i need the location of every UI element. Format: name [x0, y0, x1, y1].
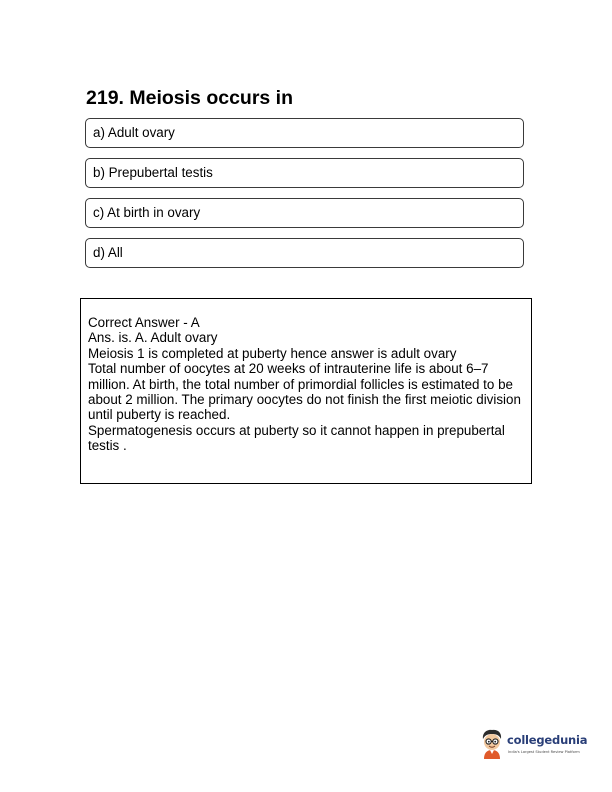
option-c[interactable]: c) At birth in ovary [85, 198, 524, 228]
question-title: 219. Meiosis occurs in [86, 87, 294, 109]
logo-wordmark: collegedunia [507, 733, 588, 747]
collegedunia-logo [480, 728, 586, 762]
option-d[interactable]: d) All [85, 238, 524, 268]
explanation-line: Meiosis 1 is completed at puberty hence answer is adult ovary [88, 345, 457, 361]
answer-summary-line: Ans. is. A. Adult ovary [88, 330, 218, 346]
explanation-paragraph: Total number of oocytes at 20 weeks of intrauterine life is about 6–7 million. At birth, the total number of primordial follicles is estimated to be about 2 million. The primary oocytes do not finish the first meiotic division until puberty is reached. [88, 361, 521, 423]
answer-explanation-box [80, 298, 532, 484]
mascot-icon [480, 728, 504, 760]
logo-tagline: India's Largest Student Review Platform [508, 750, 580, 754]
explanation-line: Spermatogenesis occurs at puberty so it cannot happen in prepubertal testis . [88, 422, 505, 454]
option-b[interactable]: b) Prepubertal testis [85, 158, 524, 188]
correct-answer-line: Correct Answer - A [88, 315, 200, 330]
option-a[interactable]: a) Adult ovary [85, 118, 524, 148]
